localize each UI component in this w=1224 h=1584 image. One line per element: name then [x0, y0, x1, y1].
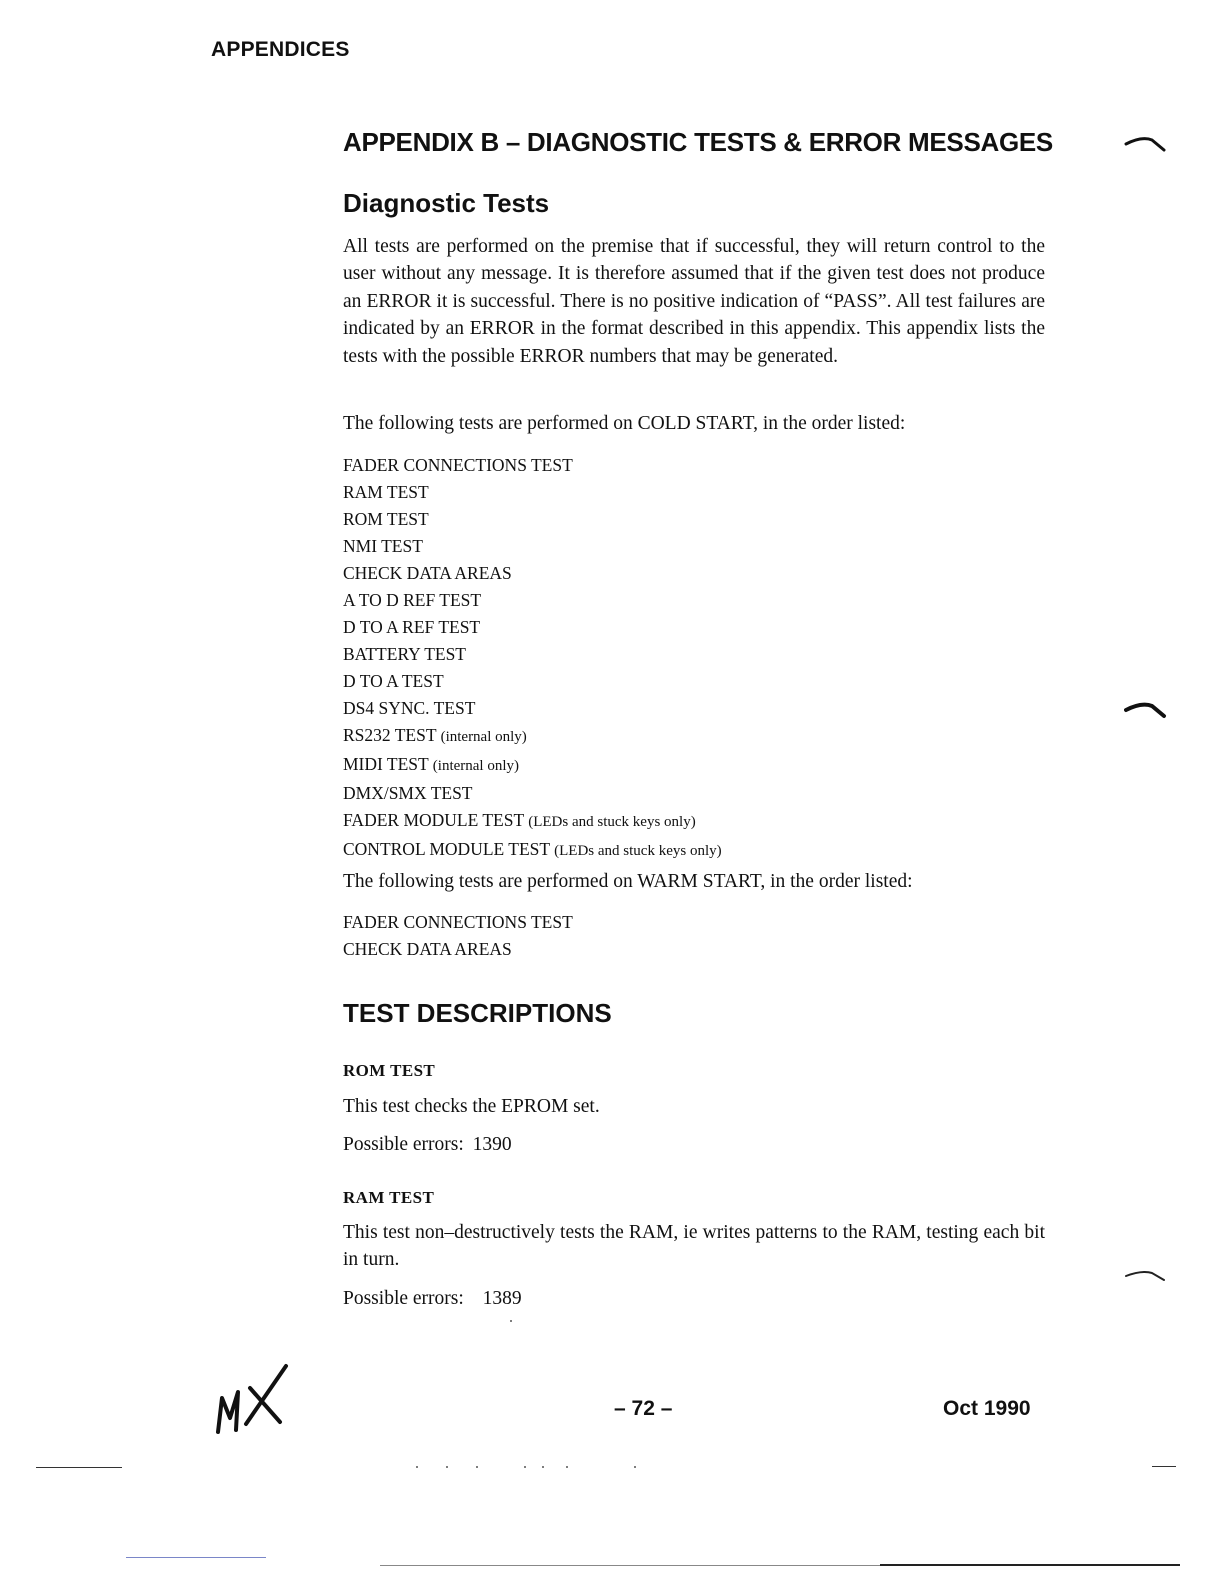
test-name: D TO A TEST [343, 671, 444, 691]
test-name: RAM TEST [343, 482, 429, 502]
scan-dot [566, 1466, 568, 1468]
running-header: APPENDICES [211, 38, 350, 61]
list-item [343, 936, 573, 963]
ram-test-errors [343, 1288, 522, 1310]
test-name: DMX/SMX TEST [343, 783, 473, 803]
handwritten-initials [212, 1358, 302, 1443]
test-name: CHECK DATA AREAS [343, 939, 512, 959]
test-name: FADER MODULE TEST [343, 810, 524, 830]
error-code: 1389 [482, 1288, 522, 1309]
list-item [343, 479, 722, 506]
list-item [343, 836, 722, 865]
scan-dot [510, 1320, 512, 1322]
list-item [343, 807, 722, 836]
test-name: NMI TEST [343, 536, 423, 556]
test-name: BATTERY TEST [343, 644, 466, 664]
list-item [343, 695, 722, 722]
warm-start-lead-text: The following tests are performed on WARM START, in the order listed: [343, 871, 913, 892]
rom-test-errors [343, 1134, 512, 1156]
margin-mark [1124, 1266, 1168, 1286]
test-name: D TO A REF TEST [343, 617, 481, 637]
margin-mark [1124, 700, 1168, 720]
warm-start-test-list [343, 909, 573, 963]
list-item [343, 780, 722, 807]
rom-test-description: This test checks the EPROM set. [343, 1096, 600, 1117]
scan-dot [446, 1466, 448, 1468]
divider [880, 1564, 1180, 1566]
list-item [343, 909, 573, 936]
ram-test-description: This test non–destructively tests the RAM, ie writes patterns to the RAM, testing each bit in turn. [343, 1222, 1045, 1271]
scan-dot [416, 1466, 418, 1468]
intro-text: All tests are performed on the premise that if successful, they will return control to the user without any message. It is therefore assumed that if the given test does not produce an ERROR it is successful. There is no positive indication of “PASS”. All test failures are indicated by an ERROR in the format described in this appendix. This appendix lists the tests with the possible ERROR numbers that may be generated. [343, 236, 1045, 367]
errors-label: Possible errors: [343, 1288, 464, 1309]
section-heading-diagnostic-tests: Diagnostic Tests [343, 188, 550, 218]
list-item [343, 668, 722, 695]
list-item [343, 587, 722, 614]
test-name: CONTROL MODULE TEST [343, 839, 550, 859]
intro-paragraph [343, 233, 1045, 370]
scan-dot [542, 1466, 544, 1468]
test-note: (LEDs and stuck keys only) [528, 814, 696, 830]
list-item [343, 533, 722, 560]
cold-start-lead [343, 410, 1045, 437]
footer-date: Oct 1990 [943, 1397, 1031, 1420]
page-number: – 72 – [614, 1397, 673, 1420]
cold-start-test-list [343, 452, 722, 865]
test-name: FADER CONNECTIONS TEST [343, 912, 573, 932]
appendix-title: APPENDIX B – DIAGNOSTIC TESTS & ERROR MESSAGES [343, 127, 1053, 157]
divider [1152, 1466, 1176, 1467]
test-name: MIDI TEST [343, 754, 429, 774]
scan-dot [476, 1466, 478, 1468]
test-note: (LEDs and stuck keys only) [554, 843, 722, 859]
section-heading-test-descriptions: TEST DESCRIPTIONS [343, 998, 612, 1028]
divider [126, 1557, 266, 1558]
list-item [343, 560, 722, 587]
list-item [343, 506, 722, 533]
divider [380, 1565, 880, 1566]
test-note: (internal only) [440, 729, 527, 745]
error-code: 1390 [472, 1134, 512, 1155]
margin-mark [1124, 134, 1168, 154]
list-item [343, 722, 722, 751]
test-name: A TO D REF TEST [343, 590, 482, 610]
cold-start-lead-text: The following tests are performed on COLD START, in the order listed: [343, 413, 906, 434]
list-item [343, 751, 722, 780]
scan-dot [634, 1466, 636, 1468]
errors-label: Possible errors: [343, 1134, 464, 1155]
list-item [343, 614, 722, 641]
warm-start-lead [343, 868, 1045, 895]
list-item [343, 452, 722, 479]
test-name: FADER CONNECTIONS TEST [343, 455, 573, 475]
list-item [343, 641, 722, 668]
test-name: ROM TEST [343, 509, 429, 529]
ram-test-heading: RAM TEST [343, 1188, 435, 1207]
test-note: (internal only) [432, 758, 520, 774]
test-name: RS232 TEST [343, 725, 437, 745]
rom-test-heading: ROM TEST [343, 1061, 436, 1080]
scan-dot [524, 1466, 526, 1468]
test-name: DS4 SYNC. TEST [343, 698, 476, 718]
test-name: CHECK DATA AREAS [343, 563, 512, 583]
divider [36, 1467, 122, 1468]
